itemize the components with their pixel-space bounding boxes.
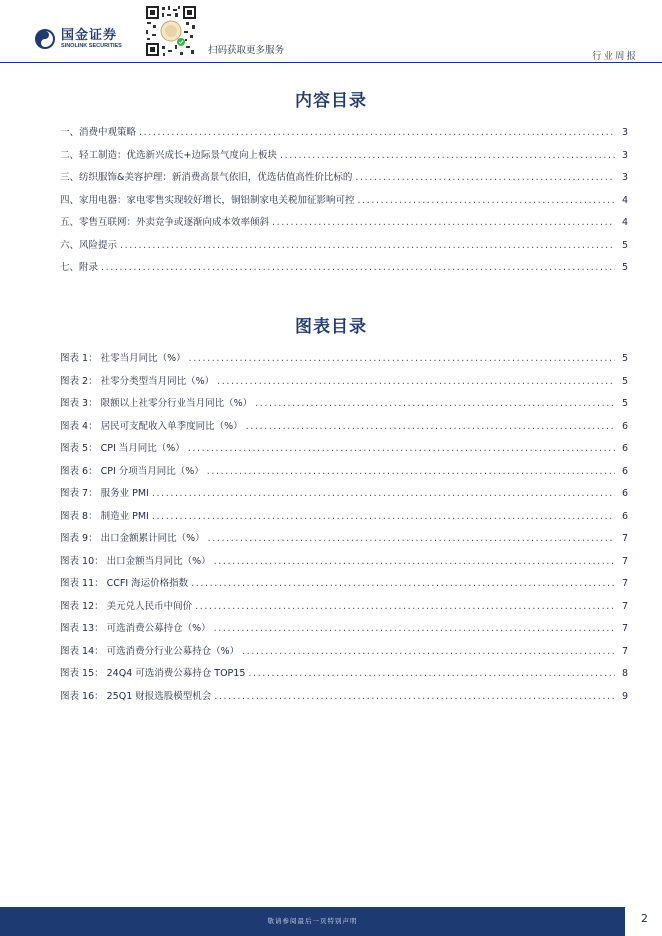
toc-entry-text[interactable]: 图表 13： 可选消费公募持仓（%）: [60, 623, 211, 634]
toc-entry-text[interactable]: 图表 2： 社零分类型当月同比（%）: [60, 375, 215, 387]
contents-entry[interactable]: [60, 257, 628, 280]
figure-entry[interactable]: [60, 573, 628, 596]
toc-page-number[interactable]: 5: [621, 262, 628, 273]
toc-page-number[interactable]: 5: [621, 353, 628, 364]
dot-leader: [189, 348, 615, 371]
contents-entry[interactable]: [60, 145, 628, 168]
dot-leader: [248, 663, 615, 686]
dot-leader: [272, 212, 615, 235]
figures-list: [60, 348, 628, 708]
dot-leader: [217, 371, 615, 394]
toc-page-number[interactable]: 7: [621, 600, 628, 612]
dot-leader: [214, 618, 615, 641]
dot-leader: [242, 641, 615, 664]
toc-page-number[interactable]: 6: [621, 488, 628, 499]
toc-entry-text[interactable]: 图表 6： CPI 分项当月同比（%）: [60, 465, 204, 477]
report-type-label: 行业周报: [591, 51, 638, 62]
figure-entry[interactable]: [60, 686, 628, 709]
toc-entry-text[interactable]: 图表 11： CCFI 海运价格指数: [60, 578, 189, 589]
toc-page-number[interactable]: 5: [621, 239, 628, 251]
dot-leader: [246, 416, 615, 439]
toc-page-number[interactable]: 8: [621, 668, 628, 679]
contents-entry[interactable]: [60, 167, 628, 190]
sinolink-logo-icon: [34, 28, 56, 50]
toc-entry-text[interactable]: 六、风险提示: [60, 239, 118, 251]
toc-entry-text[interactable]: 图表 3： 限额以上社零分行业当月同比（%）: [60, 398, 253, 409]
toc-entry-text[interactable]: 图表 12： 美元兑人民币中间价: [60, 600, 193, 612]
toc-page-number[interactable]: 6: [621, 420, 628, 432]
brand-name-cn: 国金证券: [61, 27, 118, 43]
figure-entry[interactable]: [60, 551, 628, 574]
toc-entry-text[interactable]: 五、零售互联网：外卖竞争或逐渐向成本效率倾斜: [60, 217, 270, 228]
dot-leader: [280, 145, 615, 168]
figure-entry[interactable]: [60, 618, 628, 641]
dot-leader: [358, 190, 615, 213]
figure-entry[interactable]: [60, 483, 628, 506]
dot-leader: [207, 461, 615, 484]
dot-leader: [120, 235, 615, 258]
brand-name-en: SINOLINK SECURITIES: [61, 42, 122, 49]
toc-entry-text[interactable]: 四、家用电器：家电零售实现较好增长，铜铝制家电关税加征影响可控: [60, 194, 355, 206]
brand-logo: [34, 28, 122, 50]
toc-page-number[interactable]: 3: [621, 172, 628, 183]
toc-page-number[interactable]: 7: [621, 555, 628, 567]
toc-page-number[interactable]: 3: [621, 149, 628, 161]
dot-leader: [152, 483, 615, 506]
toc-entry-text[interactable]: 图表 5： CPI 当月同比（%）: [60, 443, 185, 454]
toc-page-number[interactable]: 6: [621, 443, 628, 454]
toc-entry-text[interactable]: 二、轻工制造：优选新兴成长+边际景气度向上板块: [60, 149, 277, 161]
contents-entry[interactable]: [60, 212, 628, 235]
toc-page-number[interactable]: 9: [621, 690, 628, 702]
dot-leader: [355, 167, 615, 190]
toc-page-number[interactable]: 4: [621, 194, 628, 206]
figure-entry[interactable]: [60, 348, 628, 371]
dot-leader: [101, 257, 615, 280]
dot-leader: [191, 573, 615, 596]
header-divider: [0, 62, 662, 63]
toc-page-number[interactable]: 6: [621, 510, 628, 522]
toc-entry-text[interactable]: 七、附录: [60, 262, 99, 273]
dot-leader: [255, 393, 615, 416]
figure-entry[interactable]: [60, 371, 628, 394]
figure-entry[interactable]: [60, 528, 628, 551]
dot-leader: [214, 686, 615, 709]
toc-entry-text[interactable]: 一、消费中观策略: [60, 127, 137, 138]
figures-title: 图表目录: [295, 317, 367, 337]
dot-leader: [208, 528, 615, 551]
disclaimer-note[interactable]: 敬请参阅最后一页特别声明: [267, 917, 358, 925]
scan-prompt: 扫码获取更多服务: [208, 45, 285, 56]
toc-entry-text[interactable]: 图表 16： 25Q1 财报选股模型机会: [60, 690, 212, 702]
toc-page-number[interactable]: 7: [621, 645, 628, 657]
figure-entry[interactable]: [60, 596, 628, 619]
figure-entry[interactable]: [60, 438, 628, 461]
contents-title: 内容目录: [295, 91, 367, 111]
contents-entry[interactable]: [60, 190, 628, 213]
page-number: 2: [641, 912, 648, 925]
qr-code-icon[interactable]: [144, 4, 198, 58]
contents-entry[interactable]: [60, 122, 628, 145]
figure-entry[interactable]: [60, 416, 628, 439]
page-header: [0, 0, 662, 64]
toc-entry-text[interactable]: 图表 8： 制造业 PMI: [60, 510, 149, 522]
dot-leader: [195, 596, 615, 619]
toc-entry-text[interactable]: 图表 10： 出口金额当月同比（%）: [60, 555, 211, 567]
toc-page-number[interactable]: 4: [621, 217, 628, 228]
toc-page-number[interactable]: 3: [621, 127, 628, 138]
toc-entry-text[interactable]: 图表 7： 服务业 PMI: [60, 488, 149, 499]
dot-leader: [139, 122, 615, 145]
dot-leader: [214, 551, 615, 574]
toc-page-number[interactable]: 7: [621, 578, 628, 589]
toc-entry-text[interactable]: 图表 15： 24Q4 可选消费公募持仓 TOP15: [60, 668, 246, 679]
toc-entry-text[interactable]: 图表 9： 出口金额累计同比（%）: [60, 533, 205, 544]
toc-entry-text[interactable]: 图表 4： 居民可支配收入单季度同比（%）: [60, 420, 243, 432]
contents-list: [60, 122, 628, 280]
dot-leader: [152, 506, 615, 529]
figure-entry[interactable]: [60, 663, 628, 686]
contents-entry[interactable]: [60, 235, 628, 258]
toc-page-number[interactable]: 5: [621, 398, 628, 409]
toc-entry-text[interactable]: 三、纺织服饰&美容护理：新消费高景气依旧，优选估值高性价比标的: [60, 172, 353, 183]
figure-entry[interactable]: [60, 641, 628, 664]
toc-page-number[interactable]: 7: [621, 533, 628, 544]
toc-page-number[interactable]: 5: [621, 375, 628, 387]
toc-page-number[interactable]: 7: [621, 623, 628, 634]
toc-entry-text[interactable]: 图表 1： 社零当月同比（%）: [60, 353, 186, 364]
dot-leader: [188, 438, 615, 461]
toc-entry-text[interactable]: 图表 14： 可选消费分行业公募持仓（%）: [60, 645, 240, 657]
toc-page-number[interactable]: 6: [621, 465, 628, 477]
figure-entry[interactable]: [60, 393, 628, 416]
figure-entry[interactable]: [60, 461, 628, 484]
figure-entry[interactable]: [60, 506, 628, 529]
